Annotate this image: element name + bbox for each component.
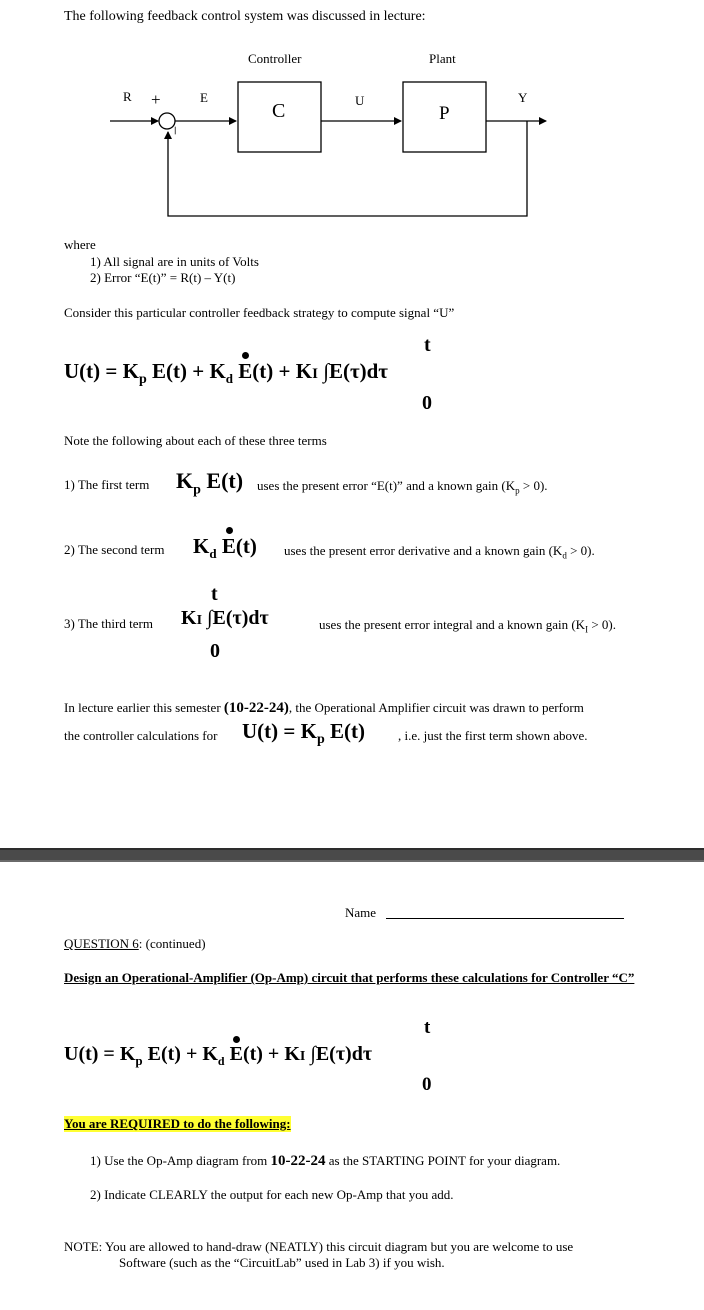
term2-sub: d <box>209 546 217 562</box>
controller-equation <box>64 359 388 388</box>
term1-end: > 0). <box>519 478 548 493</box>
term2-end: > 0). <box>566 543 595 558</box>
signal-e: E <box>200 90 208 105</box>
page-separator <box>0 848 704 862</box>
term3-suffix: uses the present error integral and a known gain (K <box>319 617 586 632</box>
eq2-p-sub: p <box>135 1053 143 1068</box>
eq-upper-limit: t <box>424 334 431 356</box>
term1-desc <box>257 478 548 496</box>
term1-gsub: p <box>515 485 520 496</box>
lecture-eq <box>242 719 365 748</box>
eq-ki: K <box>295 359 313 383</box>
lecture-eq-u: U(t) = K <box>242 719 317 743</box>
signal-u: U <box>355 93 365 108</box>
where-item-1: 1) All signal are in units of Volts <box>90 254 259 269</box>
eq2-edot: E <box>229 1043 243 1065</box>
term3-lower: 0 <box>210 640 220 662</box>
req1-date: 10-22-24 <box>270 1153 326 1169</box>
term3-gsub: I <box>585 624 589 635</box>
eq2-kd: K <box>202 1043 218 1065</box>
eq-lower-limit: 0 <box>422 392 432 414</box>
eq-integral: ∫E(τ)dτ <box>317 359 388 383</box>
term3-sub: I <box>196 613 203 628</box>
controller-equation-2 <box>64 1043 372 1069</box>
term2-suffix: uses the present error derivative and a known gain (K <box>284 543 563 558</box>
lecture-eq-e: E(t) <box>324 719 365 743</box>
plus-sign: + <box>151 90 161 109</box>
term2-math <box>193 534 257 562</box>
eq2-i-sub: I <box>299 1049 306 1064</box>
required-heading: You are REQUIRED to do the following: <box>64 1116 291 1131</box>
name-label: Name <box>345 905 377 920</box>
term1-math <box>176 468 243 498</box>
req1b: as the STARTING POINT for your diagram. <box>325 1153 561 1168</box>
where-item-2: 2) Error “E(t)” = R(t) – Y(t) <box>90 270 236 285</box>
eq-i-sub: I <box>312 366 318 382</box>
eq2-upper-limit: t <box>424 1017 431 1038</box>
term2-gsub: d <box>562 550 567 561</box>
note-terms: Note the following about each of these three terms <box>64 433 327 448</box>
term2-prefix: 2) The second term <box>64 542 165 557</box>
lecture-line1b: , the Operational Amplifier circuit was drawn to perform <box>288 700 584 715</box>
minus-sign: – <box>167 126 184 135</box>
eq-term1: E(t) + <box>146 359 210 383</box>
eq-lhs: U(t) = K <box>64 359 139 383</box>
consider-text: Consider this particular controller feedback strategy to compute signal “U” <box>64 305 455 320</box>
eq-d-sub: d <box>225 371 234 387</box>
question-heading <box>64 936 206 952</box>
eq2-term1: E(t) + <box>142 1043 203 1065</box>
lecture-line2b: , i.e. just the first term shown above. <box>398 728 588 743</box>
question-rest: : (continued) <box>138 936 206 951</box>
term3-int: ∫E(τ)dτ <box>202 607 269 629</box>
lecture-line1a: In lecture earlier this semester <box>64 700 224 715</box>
requirement-2: 2) Indicate CLEARLY the output for each new Op-Amp that you add. <box>90 1187 454 1202</box>
term3-desc <box>319 617 616 635</box>
eq-kd: K <box>209 359 226 383</box>
requirement-1 <box>90 1153 560 1170</box>
eq-edot: E <box>238 359 253 383</box>
eq2-term2: (t) + <box>242 1043 285 1065</box>
term2-edot: E <box>221 534 236 558</box>
intro-text: The following feedback control system was discussed in lecture: <box>64 9 426 24</box>
design-instruction: Design an Operational-Amplifier (Op-Amp) circuit that performs these calculations for Controller “C” <box>64 970 635 985</box>
eq2-lower-limit: 0 <box>422 1074 432 1095</box>
question-number: QUESTION 6 <box>64 936 139 951</box>
eq2-lhs: U(t) = K <box>64 1043 136 1065</box>
term1-suffix: uses the present error “E(t)” and a known gain (K <box>257 478 516 493</box>
term3-prefix: 3) The third term <box>64 616 153 631</box>
term3-math <box>181 607 269 630</box>
term2-k: K <box>193 534 210 558</box>
plant-label: Plant <box>429 51 456 66</box>
controller-label: Controller <box>248 51 302 66</box>
term1-k: K <box>176 468 194 493</box>
term1-e: E(t) <box>200 468 244 493</box>
signal-y: Y <box>518 90 528 105</box>
term1-sub: p <box>193 482 201 498</box>
lecture-line-1 <box>64 700 584 717</box>
term3-k: K <box>181 607 197 629</box>
term2-et: (t) <box>235 534 257 558</box>
plant-p: P <box>439 103 450 124</box>
term1-prefix: 1) The first term <box>64 477 150 492</box>
lecture-line-2 <box>64 728 217 744</box>
eq2-ki: K <box>284 1043 300 1065</box>
feedback-block-diagram <box>0 40 704 230</box>
term3-end: > 0). <box>588 617 616 632</box>
lecture-date: (10-22-24) <box>223 700 289 716</box>
lecture-eq-sub: p <box>316 732 325 748</box>
eq2-d-sub: d <box>217 1054 225 1068</box>
name-line <box>386 918 624 919</box>
lecture-line2a: the controller calculations for <box>64 728 218 743</box>
note-line-1: NOTE: You are allowed to hand-draw (NEATLY) this circuit diagram but you are welcome to use <box>64 1239 574 1254</box>
term2-desc <box>284 543 595 561</box>
req1a: 1) Use the Op-Amp diagram from <box>90 1153 271 1168</box>
note-line-2: Software (such as the “CircuitLab” used in Lab 3) if you wish. <box>119 1255 445 1270</box>
controller-c: C <box>272 100 286 122</box>
signal-r: R <box>123 89 132 104</box>
where-label: where <box>64 237 96 252</box>
term3-upper: t <box>211 583 218 605</box>
eq-p-sub: p <box>138 372 147 388</box>
eq2-integral: ∫E(τ)dτ <box>305 1043 373 1065</box>
eq-term2: (t) + <box>252 359 296 383</box>
